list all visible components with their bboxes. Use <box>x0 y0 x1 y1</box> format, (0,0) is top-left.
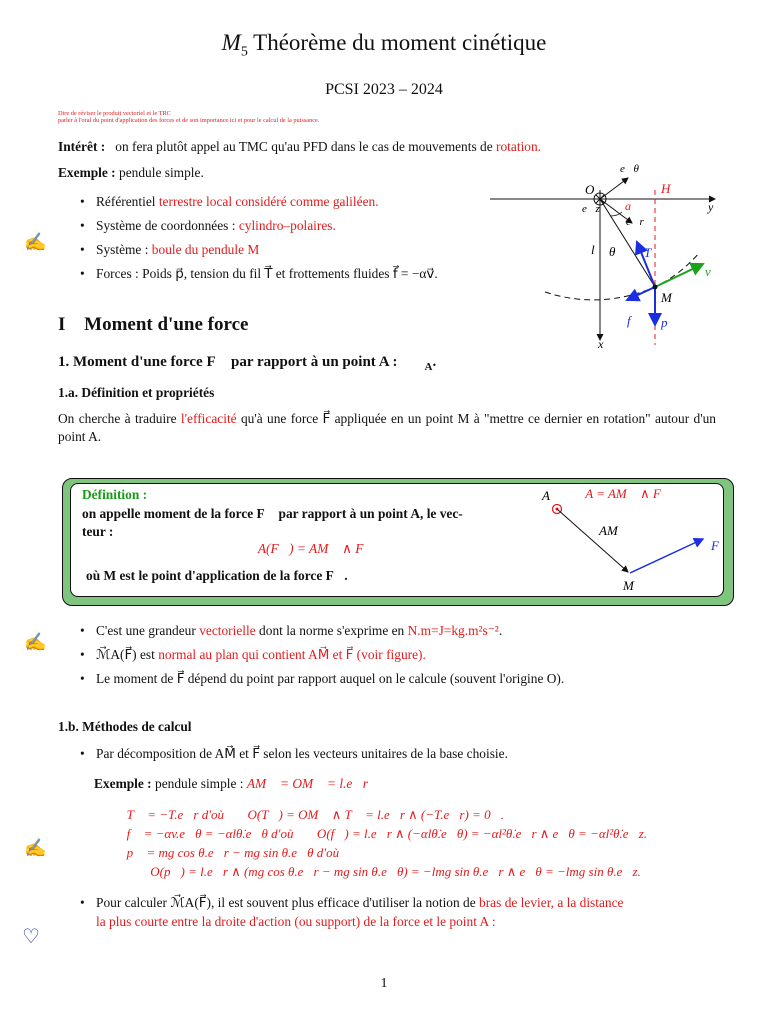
pendulum-figure <box>490 150 735 355</box>
interet-highlight: rotation. <box>496 139 542 154</box>
label-ez: e⃗z <box>582 203 600 215</box>
para-text: On cherche à traduire <box>58 411 181 426</box>
page-subtitle: PCSI 2023 – 2024 <box>325 81 443 98</box>
example-label: Exemple : <box>94 776 152 791</box>
item-text: Pour calculer ℳ⃗A(F⃗), il est souvent plus efficace d'utiliser la notion de <box>96 895 480 910</box>
list-item <box>76 190 516 214</box>
subsection-title: 1. Moment d'une force F⃗ par rapport à un point A : ℳ⃗ <box>58 354 425 370</box>
example-formula: AM⃗ = OM⃗ = l.e⃗r <box>246 776 368 791</box>
fig-label-f: F⃗ <box>711 538 730 553</box>
intro-paragraph <box>58 410 716 446</box>
item-text: . <box>498 623 503 638</box>
item-highlight: boule du pendule M <box>151 242 260 257</box>
label-o: O <box>585 182 595 197</box>
fig-label-m: M <box>623 578 634 593</box>
label-a: a <box>625 199 631 213</box>
page-number: 1 <box>380 976 388 991</box>
item-text: Système de coordonnées : <box>96 218 239 233</box>
label-x: x <box>598 337 604 351</box>
fig-label-am: AM⃗ <box>599 523 628 538</box>
item-text: ℳ⃗O(p⃗) = l.e⃗r ∧ (mg cos θ.e⃗r − mg sin θ.e⃗θ) = −lmg sin θ.e⃗r ∧ e⃗θ = −lmg sin θ.e⃗z. <box>130 864 641 879</box>
title-symbol: M <box>221 30 241 55</box>
list-item: ⋆ f⃗ = −αv.e⃗θ = −αlθ̇.e⃗θ d'où ℳ⃗O(f⃗) = l.e⃗r ∧ (−αlθ̇.e⃗θ) = −αl²θ̇.e⃗r ∧ e⃗θ = −αl²θ̇.e⃗z. <box>110 826 647 841</box>
method-example <box>94 775 368 793</box>
subsection-heading <box>58 354 436 373</box>
definition-line1: on appelle moment de la force F⃗ par rapport à un point A, le vec- <box>82 506 463 521</box>
definition-line3: où M est le point d'application de la force F⃗. <box>86 568 348 583</box>
friction-vector <box>627 287 655 300</box>
item-highlight: terrestre local considéré comme galiléen. <box>158 194 379 209</box>
label-l: l <box>591 242 595 257</box>
title-subscript: 5 <box>240 44 248 60</box>
pen-icon: ✍ <box>24 838 47 858</box>
star-list <box>110 805 740 881</box>
subsection-end: . <box>432 354 437 370</box>
item-highlight: vectorielle <box>199 623 256 638</box>
fig-label-a: A <box>542 488 550 503</box>
am-vector <box>557 509 628 572</box>
para-highlight: l'efficacité <box>180 411 237 426</box>
item-highlight: bras de levier, a la distance <box>479 895 624 910</box>
label-f: f⃗ <box>627 313 641 328</box>
exemple-paragraph <box>58 164 204 182</box>
interet-text: on fera plutôt appel au TMC qu'au PFD dans le cas de mouvements de <box>115 139 493 154</box>
velocity-vector <box>655 264 703 287</box>
list-item: • Par décomposition de AM⃗ et F⃗ selon les vecteurs unitaires de la base choisie. <box>76 742 736 766</box>
subsubsection-heading: 1.b. Méthodes de calcul <box>58 719 192 734</box>
force-vector <box>630 539 703 573</box>
page-title <box>0 30 768 61</box>
list-item: ⋆ p⃗ = mg cos θ.e⃗r − mg sin θ.e⃗θ d'où <box>110 845 340 860</box>
item-highlight: la plus courte entre la droite d'action (ou support) de la force et le point A : <box>96 914 496 929</box>
label-er: e⃗r <box>626 216 644 228</box>
teacher-note-2: parler à l'oral du point d'application des forces et de son importance ici et pour le calcul de la puissance. <box>58 117 320 124</box>
list-item <box>76 214 516 238</box>
subsection-subscript: A <box>424 361 433 373</box>
section-title: Moment d'une force <box>84 314 249 335</box>
list-item <box>76 643 736 667</box>
exemple-label: Exemple : <box>58 165 116 180</box>
fig-formula: ℳ⃗A = AM⃗ ∧ F⃗ <box>565 486 671 501</box>
item-highlight: N.m=J=kg.m²s⁻² <box>407 623 499 638</box>
item-text: Le moment de F⃗ dépend du point par rapport auquel on le calcule (souvent l'origine O). <box>96 671 565 686</box>
item-text: ℳ⃗A(F⃗) est <box>96 647 159 662</box>
hypotheses-list <box>76 190 516 286</box>
label-h: H <box>661 181 671 196</box>
item-text: dont la norme s'exprime en <box>255 623 408 638</box>
methods-list <box>76 742 736 766</box>
label-p: p⃗ <box>661 315 678 330</box>
subsubsection-heading: 1.a. Définition et propriétés <box>58 385 215 400</box>
label-v: v⃗ <box>705 264 721 279</box>
para-text-end: qu'à une force F⃗ appliquée en un point M à "mettre ce dernier en rotation" autour d'un point A. <box>58 411 716 444</box>
list-item <box>76 619 736 643</box>
item-text: Système : <box>96 242 152 257</box>
item-text: f⃗ = −αv.e⃗θ = −αlθ̇.e⃗θ d'où ℳ⃗O(f⃗) = l.e⃗r ∧ (−αlθ̇.e⃗θ) = −αl²θ̇.e⃗r ∧ e⃗θ = −αl²θ̇.e⃗z. <box>126 826 647 841</box>
item-text: Forces : Poids p⃗, tension du fil T⃗ et frottements fluides f⃗ = −αv⃗. <box>96 266 438 281</box>
title-text: Théorème du moment cinétique <box>247 30 547 55</box>
definition-line2: teur : <box>82 524 114 539</box>
label-theta: θ <box>609 244 616 259</box>
example-text: pendule simple : <box>151 776 247 791</box>
label-t: T⃗ <box>644 245 662 260</box>
item-highlight: normal au plan qui contient AM⃗ et F⃗ (voir figure). <box>158 647 426 662</box>
item-text: p⃗ = mg cos θ.e⃗r − mg sin θ.e⃗θ d'où <box>126 845 340 860</box>
item-text: T⃗ = −T.e⃗r d'où ℳ⃗O(T⃗) = OM⃗ ∧ T⃗ = l.e⃗r ∧ (−T.e⃗r) = 0⃗. <box>126 807 504 822</box>
item-highlight: cylindro–polaires. <box>238 218 336 233</box>
label-etheta: e⃗θ <box>620 163 639 175</box>
list-item <box>76 893 736 931</box>
label-m: M <box>661 290 672 305</box>
item-text: C'est une grandeur <box>96 623 200 638</box>
properties-list <box>76 619 736 691</box>
list-item: ⋆ T⃗ = −T.e⃗r d'où ℳ⃗O(T⃗) = OM⃗ ∧ T⃗ = l.e⃗r ∧ (−T.e⃗r) = 0⃗. <box>110 807 504 822</box>
exemple-text: pendule simple. <box>119 165 204 180</box>
pen-icon: ✍ <box>24 632 47 652</box>
definition-formula: ℳ⃗A(F⃗) = AM⃗ ∧ F⃗ <box>237 541 374 556</box>
section-number: I <box>58 314 66 335</box>
label-y: y <box>708 200 714 214</box>
list-item <box>76 238 516 262</box>
moment-figure <box>535 484 730 596</box>
heart-icon: ♡ <box>22 926 40 948</box>
interet-label: Intérêt : <box>58 139 106 154</box>
etheta-vector <box>600 178 628 199</box>
methods-list-2 <box>76 893 736 931</box>
list-item <box>110 862 740 881</box>
item-text: Référentiel <box>96 194 159 209</box>
list-item <box>76 262 516 286</box>
pen-icon: ✍ <box>24 232 47 252</box>
teacher-note-1: Dire de réviser le produit vectoriel et le TRC <box>58 110 171 117</box>
section-heading <box>58 314 248 336</box>
list-item <box>76 667 736 691</box>
definition-label: Définition : <box>82 487 148 502</box>
